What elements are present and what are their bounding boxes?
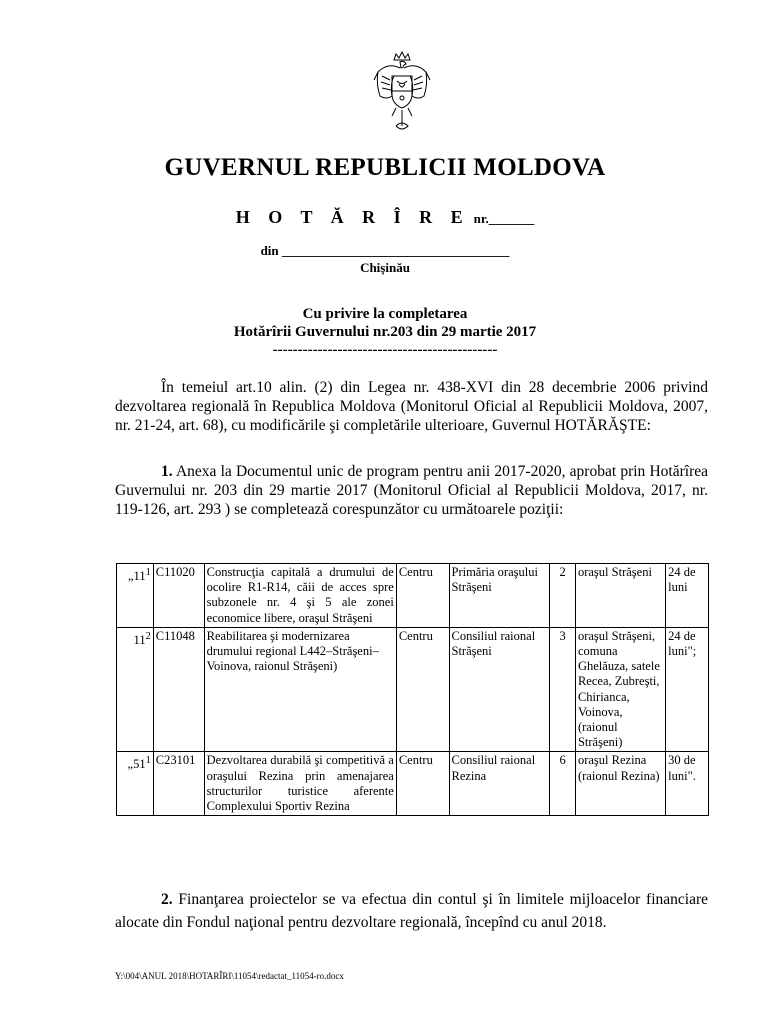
row-number: $11^2$ <box>117 627 154 752</box>
project-code: C11048 <box>153 627 204 752</box>
city-name: Chişinău <box>360 260 410 275</box>
coat-of-arms-emblem <box>370 50 434 134</box>
point-2-number: 2. <box>161 891 173 908</box>
subject-line-1: Cu privire la completarea <box>302 306 468 322</box>
preamble-paragraph: În temeiul art.10 alin. (2) din Legea nr. 438-XVI din 28 decembrie 2006 privind dezvoltarea regională în Republica Moldova (Monitorul Oficial al Republicii Moldova, 2007, nr. 21-24, art. 68), cu modificările şi completările ulterioare, Guvernul HOTĂRĂŞTE: <box>115 379 708 434</box>
table-row <box>117 564 709 628</box>
project-name: Reabilitarea şi modernizarea drumului regional L442–Străşeni–Voinova, raionul Străşeni) <box>204 627 396 752</box>
beneficiary: Primăria oraşului Străşeni <box>449 564 550 628</box>
point-2-text: Finanţarea proiectelor se va efectua din contul şi în limitele mijloacelor financiare alocate din Fondul naţional pentru dezvoltare regională, începînd cu anul 2018. <box>115 891 708 931</box>
subject-line-2: Hotărîrii Guvernului nr.203 din 29 martie 2017 <box>233 324 537 340</box>
development-region: Centru <box>396 627 449 752</box>
decision-number: nr._______ <box>473 211 535 226</box>
row-number: $„11^1$ <box>117 564 154 628</box>
subject-block <box>0 305 770 359</box>
decision-heading <box>0 207 770 228</box>
table-row <box>117 752 709 816</box>
development-region: Centru <box>396 564 449 628</box>
duration: 30 de luni". <box>666 752 709 816</box>
row-number: $„51^1$ <box>117 752 154 816</box>
beneficiary: Consiliul raional Străşeni <box>449 627 550 752</box>
subject-separator: --------------------------------------------- <box>272 342 498 358</box>
point-1-number: 1. <box>161 463 173 480</box>
project-name: Dezvoltarea durabilă şi competitivă a oraşului Rezina prin amenajarea structurilor turistice aferente Complexului Sportiv Rezina <box>204 752 396 816</box>
development-region: Centru <box>396 752 449 816</box>
decision-word: H O T Ă R Î R E <box>235 207 470 227</box>
government-title: GUVERNUL REPUBLICII MOLDOVA <box>164 154 606 181</box>
location: oraşul Rezina (raionul Rezina) <box>575 752 665 816</box>
project-name: Construcţia capitală a drumului de ocolire R1-R14, căii de acces spre subzonele nr. 4 şi 5 ale zonei economice libere, oraşul Străşeni <box>204 564 396 628</box>
priority: 3 <box>550 627 576 752</box>
location: oraşul Străşeni <box>575 564 665 628</box>
duration: 24 de luni <box>666 564 709 628</box>
project-code: C23101 <box>153 752 204 816</box>
beneficiary: Consiliul raional Rezina <box>449 752 550 816</box>
project-code: C11020 <box>153 564 204 628</box>
table-row <box>117 627 709 752</box>
priority: 2 <box>550 564 576 628</box>
date-line: din ___________________________________ <box>260 243 510 258</box>
priority: 6 <box>550 752 576 816</box>
point-1-paragraph <box>115 462 708 519</box>
point-1-text: Anexa la Documentul unic de program pentru anii 2017-2020, aprobat prin Hotărîrea Guvernului nr. 203 din 29 martie 2017 (Monitorul Oficial al Republicii Moldova, 2017, nr. 119-126, art. 293 ) se completează corespunzător cu următoarele poziţii: <box>115 463 708 518</box>
point-2-paragraph <box>115 888 708 934</box>
location: oraşul Străşeni, comuna Ghelăuza, satele Recea, Zubreşti, Chirianca, Voinova, (raionul Străşeni) <box>575 627 665 752</box>
file-path-footer: Y:\004\ANUL 2018\HOTARÎRI\11054\redactat_11054-ro.docx <box>115 971 344 981</box>
annex-table <box>116 563 709 816</box>
duration: 24 de luni"; <box>666 627 709 752</box>
